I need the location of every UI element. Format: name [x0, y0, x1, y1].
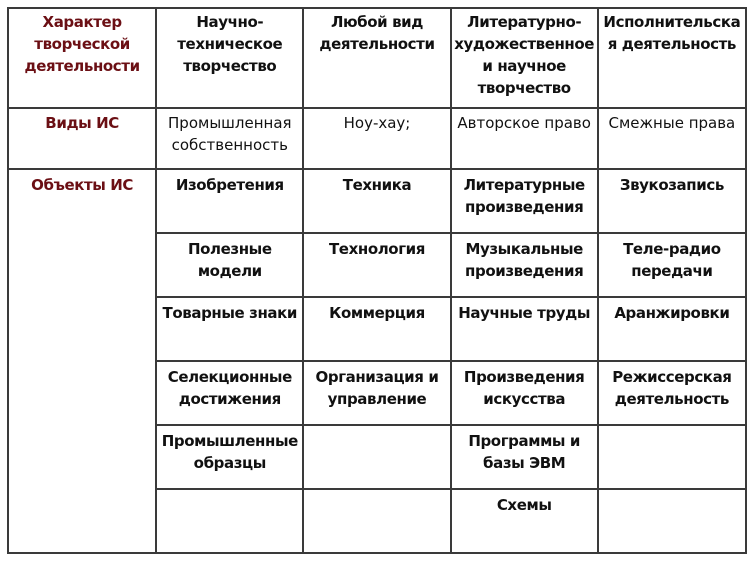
type-cell-industrial-property: Промышленная собственность [156, 108, 303, 169]
objects-row [8, 169, 746, 233]
header-cell-any-activity: Любой вид деятельности [303, 8, 450, 108]
object-cell: Схемы [451, 489, 598, 553]
type-cell-copyright: Авторское право [451, 108, 598, 169]
object-cell-empty [156, 489, 303, 553]
object-cell-empty [598, 489, 746, 553]
object-cell: Теле-радио передачи [598, 233, 746, 297]
object-cell: Техника [303, 169, 450, 233]
header-row-label: Характер творческой деятельности [8, 8, 156, 108]
object-cell: Коммерция [303, 297, 450, 361]
header-cell-scientific-technical: Научно-техническое творчество [156, 8, 303, 108]
object-cell-empty [303, 489, 450, 553]
object-cell: Режиссерская деятельность [598, 361, 746, 425]
type-cell-know-how: Ноу-хау; [303, 108, 450, 169]
object-cell: Организация и управление [303, 361, 450, 425]
ip-classification-table [7, 7, 747, 554]
object-cell-empty [303, 425, 450, 489]
intellectual-property-table [7, 7, 747, 552]
header-cell-literary-artistic: Литературно-художественное и научное творчество [451, 8, 598, 108]
object-cell: Изобретения [156, 169, 303, 233]
object-cell: Селекционные достижения [156, 361, 303, 425]
types-row [8, 108, 746, 169]
object-cell-empty [598, 425, 746, 489]
object-cell: Товарные знаки [156, 297, 303, 361]
header-row [8, 8, 746, 108]
object-cell: Научные труды [451, 297, 598, 361]
type-cell-related-rights: Смежные права [598, 108, 746, 169]
object-cell: Аранжировки [598, 297, 746, 361]
object-cell: Технология [303, 233, 450, 297]
header-cell-performing: Исполнительская деятельность [598, 8, 746, 108]
objects-row-label: Объекты ИС [8, 169, 156, 553]
object-cell: Музыкальные произведения [451, 233, 598, 297]
object-cell: Литературные произведения [451, 169, 598, 233]
object-cell: Программы и базы ЭВМ [451, 425, 598, 489]
object-cell: Произведения искусства [451, 361, 598, 425]
object-cell: Полезные модели [156, 233, 303, 297]
object-cell: Звукозапись [598, 169, 746, 233]
types-row-label: Виды ИС [8, 108, 156, 169]
object-cell: Промышленные образцы [156, 425, 303, 489]
